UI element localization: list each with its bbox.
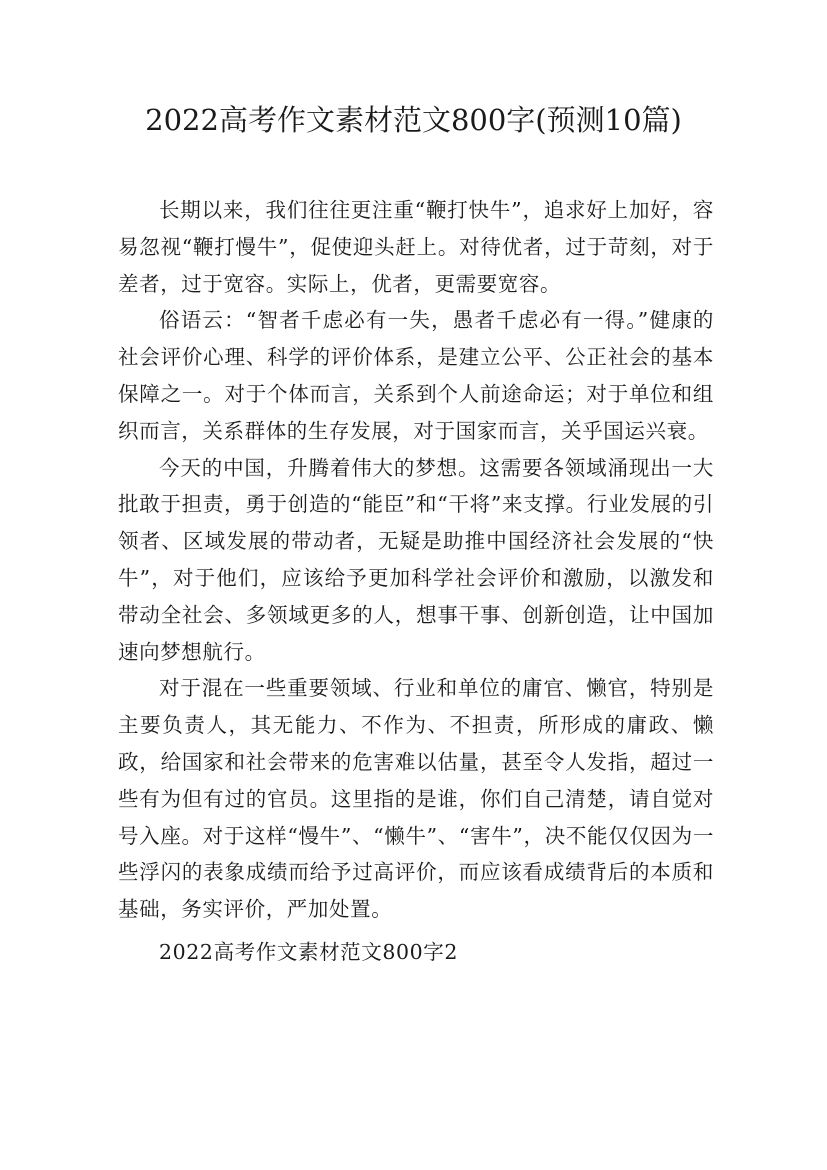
- paragraph-2: 俗语云：“智者千虑必有一失，愚者千虑必有一得。”健康的社会评价心理、科学的评价体系，是建立公平、公正社会的基本保障之一。对于个体而言，关系到个人前途命运；对于单位和组织而言，关系群体的生存发展，对于国家而言，关乎国运兴衰。: [118, 308, 714, 443]
- document-title: 2022高考作文素材范文800字(预测10篇): [145, 103, 682, 137]
- paragraph-3: 今天的中国，升腾着伟大的梦想。这需要各领域涌现出一大批敢于担责，勇于创造的“能臣”和“干将”来支撑。行业发展的引领者、区域发展的带动者，无疑是助推中国经济社会发展的“快牛”，对于他们，应该给予更加科学社会评价和激励，以激发和带动全社会、多领域更多的人，想事干事、创新创造，让中国加速向梦想航行。: [118, 455, 714, 664]
- section-subheading: 2022高考作文素材范文800字2: [159, 939, 459, 964]
- document-body: [118, 192, 714, 971]
- paragraph-4: 对于混在一些重要领域、行业和单位的庸官、懒官，特别是主要负责人，其无能力、不作为、不担责，所形成的庸政、懒政，给国家和社会带来的危害难以估量，甚至令人发指，超过一些有为但有过的官员。这里指的是谁，你们自己清楚，请自觉对号入座。对于这样“慢牛”、“懒牛”、“害牛”，决不能仅仅因为一些浮闪的表象成绩而给予过高评价，而应该看成绩背后的本质和基础，务实评价，严加处置。: [118, 676, 714, 922]
- paragraph-1: 长期以来，我们往往更注重“鞭打快牛”，追求好上加好，容易忽视“鞭打慢牛”，促使迎头赶上。对待优者，过于苛刻，对于差者，过于宽容。实际上，优者，更需要宽容。: [118, 198, 714, 296]
